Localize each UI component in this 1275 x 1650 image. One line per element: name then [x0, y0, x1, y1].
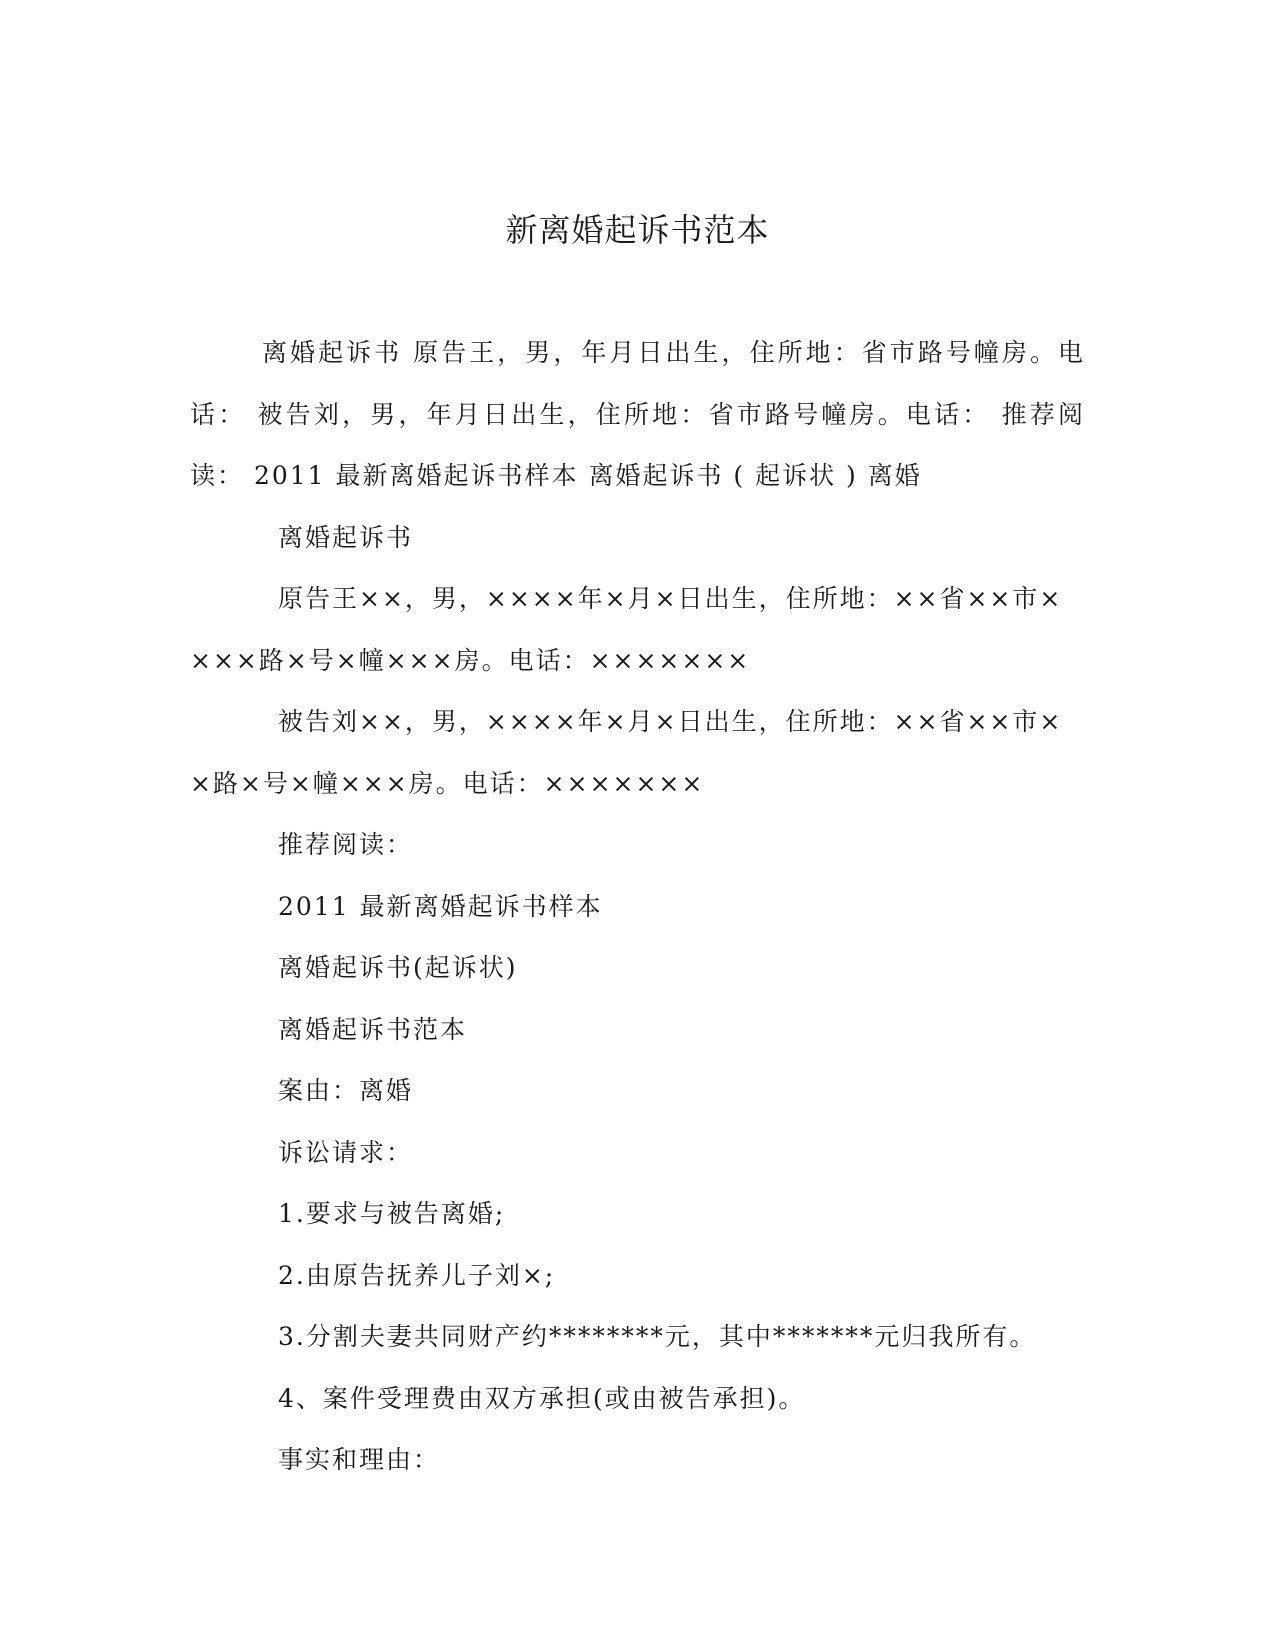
intro-paragraph: 离婚起诉书 原告王，男，年月日出生，住所地：省市路号幢房。电话： 被告刘，男，年月日出生，住所地：省市路号幢房。电话： 推荐阅读： 2011 最新离婚起诉书样本 离婚起诉书 ( 起诉状 ) 离婚 — [190, 338, 1085, 490]
recommended-reading-label: 推荐阅读： — [278, 830, 414, 859]
claim-item-1: 1.要求与被告离婚; — [278, 1199, 506, 1228]
document-body — [190, 322, 1085, 1491]
recommended-item-1: 2011 最新离婚起诉书样本 — [278, 891, 603, 921]
defendant-info: 被告刘××，男，××××年×月×日出生，住所地：××省××市××路×号×幢×××房。电话：××××××× — [190, 707, 1063, 798]
case-cause: 案由：离婚 — [278, 1076, 414, 1105]
facts-heading: 事实和理由： — [278, 1445, 441, 1474]
plaintiff-info: 原告王××，男，××××年×月×日出生，住所地：××省××市××××路×号×幢×××房。电话：××××××× — [190, 584, 1063, 675]
claims-heading: 诉讼请求： — [278, 1137, 414, 1167]
claim-item-2: 2.由原告抚养儿子刘×; — [278, 1260, 556, 1290]
recommended-item-3: 离婚起诉书范本 — [278, 1014, 468, 1044]
claim-item-4: 4、案件受理费由双方承担(或由被告承担)。 — [278, 1383, 806, 1413]
document-title: 新离婚起诉书范本 — [505, 211, 770, 249]
complaint-heading: 离婚起诉书 — [278, 522, 414, 552]
claim-item-3: 3.分割夫妻共同财产约********元，其中*******元归我所有。 — [278, 1322, 1037, 1351]
recommended-item-2: 离婚起诉书(起诉状) — [278, 953, 518, 982]
